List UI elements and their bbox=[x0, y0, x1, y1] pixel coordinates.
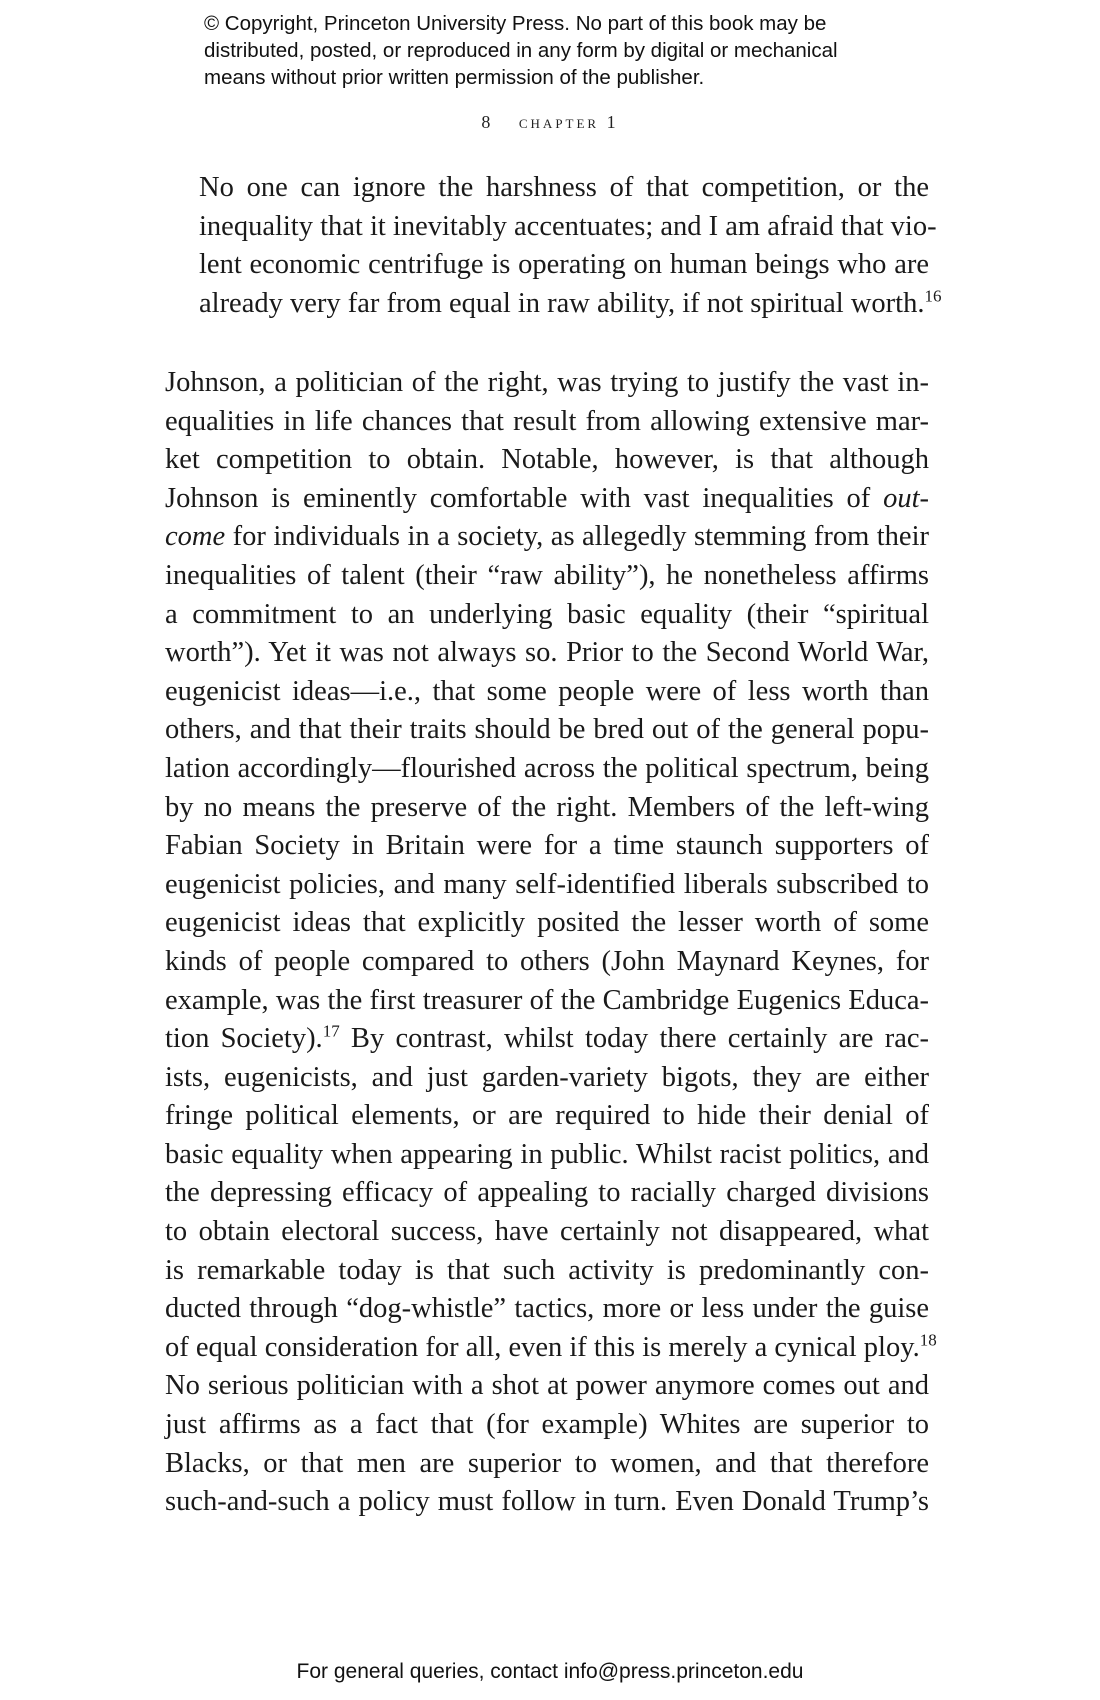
body-text-run: others, and that their traits should be bred out of the general popu- bbox=[165, 714, 929, 746]
body-line bbox=[165, 789, 929, 828]
body-text-run: basic equality when appearing in public. Whilst racist politics, and bbox=[165, 1138, 929, 1170]
quote-text: No one can ignore the harshness of that competition, or the bbox=[199, 172, 929, 203]
body-text-run: kinds of people compared to others (John Maynard Keynes, for bbox=[165, 945, 929, 977]
body-text-run: ket competition to obtain. Notable, however, is that although bbox=[165, 444, 929, 476]
body-text-run: fringe political elements, or are required to hide their denial of bbox=[165, 1100, 929, 1132]
copyright-line: distributed, posted, or reproduced in any form by digital or mechanical bbox=[204, 39, 838, 62]
body-line bbox=[165, 866, 929, 905]
quote-line bbox=[199, 169, 929, 208]
body-line bbox=[165, 827, 929, 866]
body-line bbox=[165, 1406, 929, 1445]
body-text-run: Johnson is eminently comfortable with vast inequalities of bbox=[165, 482, 884, 514]
body-line bbox=[165, 1483, 929, 1522]
body-text-run: of equal consideration for all, even if this is merely a cynical ploy. bbox=[165, 1331, 920, 1363]
body-text-run: example, was the first treasurer of the Cambridge Eugenics Educa- bbox=[165, 984, 929, 1016]
body-text-run: eugenicist policies, and many self-identified liberals subscribed to bbox=[165, 868, 929, 900]
body-text-run: ducted through “dog-whistle” tactics, more or less under the guise bbox=[165, 1293, 929, 1325]
body-text-run: lation accordingly—flourished across the political spectrum, being bbox=[165, 752, 929, 784]
body-text-run: Blacks, or that men are superior to women, and that therefore bbox=[165, 1447, 929, 1479]
footnote-ref: 18 bbox=[919, 1330, 937, 1350]
body-line bbox=[165, 403, 929, 442]
body-text-run: a commitment to an underlying basic equality (their “spiritual bbox=[165, 598, 929, 630]
footer-contact: For general queries, contact info@press.princeton.edu bbox=[296, 1660, 804, 1683]
body-line bbox=[165, 634, 929, 673]
body-text-run: for individuals in a society, as allegedly stemming from their bbox=[225, 521, 929, 553]
body-text-run: eugenicist ideas—i.e., that some people were of less worth than bbox=[165, 675, 929, 707]
body-line bbox=[165, 596, 929, 635]
body-text-run: just affirms as a fact that (for example) Whites are superior to bbox=[165, 1409, 929, 1441]
quote-text: lent economic centrifuge is operating on human beings who are bbox=[199, 249, 929, 280]
copyright-line: means without prior written permission of the publisher. bbox=[204, 66, 705, 89]
quote-line bbox=[199, 208, 937, 247]
footnote-ref: 17 bbox=[322, 1021, 340, 1041]
body-line bbox=[165, 1059, 929, 1098]
body-text-run: worth”). Yet it was not always so. Prior to the Second World War, bbox=[165, 637, 929, 669]
body-line bbox=[165, 1213, 929, 1252]
body-text-run: such-and-such a policy must follow in turn. Even Donald Trump’s bbox=[165, 1486, 929, 1518]
body-line bbox=[165, 1367, 929, 1406]
body-line bbox=[165, 904, 929, 943]
body-text-run: Fabian Society in Britain were for a time staunch supporters of bbox=[165, 830, 929, 862]
running-head bbox=[0, 112, 1100, 133]
body-text-run: Johnson, a politician of the right, was trying to justify the vast in- bbox=[165, 367, 929, 398]
block-quote bbox=[199, 169, 942, 323]
body-line bbox=[165, 711, 929, 750]
italic-text: out- bbox=[883, 482, 929, 514]
body-text bbox=[165, 364, 937, 1522]
body-text-run: equalities in life chances that result from allowing extensive mar- bbox=[165, 405, 929, 437]
body-text-run: by no means the preserve of the right. Members of the left-wing bbox=[165, 791, 929, 823]
body-line bbox=[165, 673, 929, 712]
body-text-run: No serious politician with a shot at power anymore comes out and bbox=[165, 1370, 929, 1402]
quote-text: already very far from equal in raw ability, if not spiritual worth. bbox=[199, 287, 925, 319]
body-line bbox=[165, 1290, 929, 1329]
quote-line bbox=[199, 285, 942, 324]
body-line bbox=[165, 750, 929, 789]
body-line bbox=[165, 557, 929, 596]
quote-line bbox=[199, 246, 929, 285]
page-number: 8 bbox=[481, 112, 494, 132]
body-text-run: eugenicist ideas that explicitly posited the lesser worth of some bbox=[165, 907, 929, 939]
chapter-label: chapter 1 bbox=[518, 112, 619, 132]
body-line bbox=[165, 982, 929, 1021]
body-line bbox=[165, 1329, 937, 1368]
body-text-run: the depressing efficacy of appealing to racially charged divisions bbox=[165, 1177, 929, 1209]
body-line bbox=[165, 480, 929, 519]
body-line bbox=[165, 364, 929, 403]
quote-text: inequality that it inevitably accentuates; and I am afraid that vio- bbox=[199, 210, 937, 242]
body-line bbox=[165, 1020, 929, 1059]
body-text-run: to obtain electoral success, have certainly not disappeared, what bbox=[165, 1216, 929, 1248]
body-text-run: tion Society). bbox=[165, 1023, 323, 1055]
copyright-line: © Copyright, Princeton University Press. No part of this book may be bbox=[204, 12, 827, 35]
body-line bbox=[165, 1174, 929, 1213]
body-line bbox=[165, 1445, 929, 1484]
body-text-run: inequalities of talent (their “raw ability”), he nonetheless affirms bbox=[165, 559, 929, 591]
body-line bbox=[165, 1097, 929, 1136]
body-line bbox=[165, 518, 929, 557]
body-text-run: is remarkable today is that such activity is predominantly con- bbox=[165, 1254, 929, 1286]
italic-text: come bbox=[165, 521, 226, 553]
body-line bbox=[165, 1252, 929, 1291]
body-line bbox=[165, 441, 929, 480]
footnote-ref: 16 bbox=[924, 286, 942, 305]
body-text-run: ists, eugenicists, and just garden-variety bigots, they are either bbox=[165, 1061, 929, 1093]
body-text-run: By contrast, whilst today there certainly are rac- bbox=[339, 1023, 929, 1055]
body-line bbox=[165, 1136, 929, 1175]
body-line bbox=[165, 943, 929, 982]
copyright-notice bbox=[204, 10, 964, 91]
